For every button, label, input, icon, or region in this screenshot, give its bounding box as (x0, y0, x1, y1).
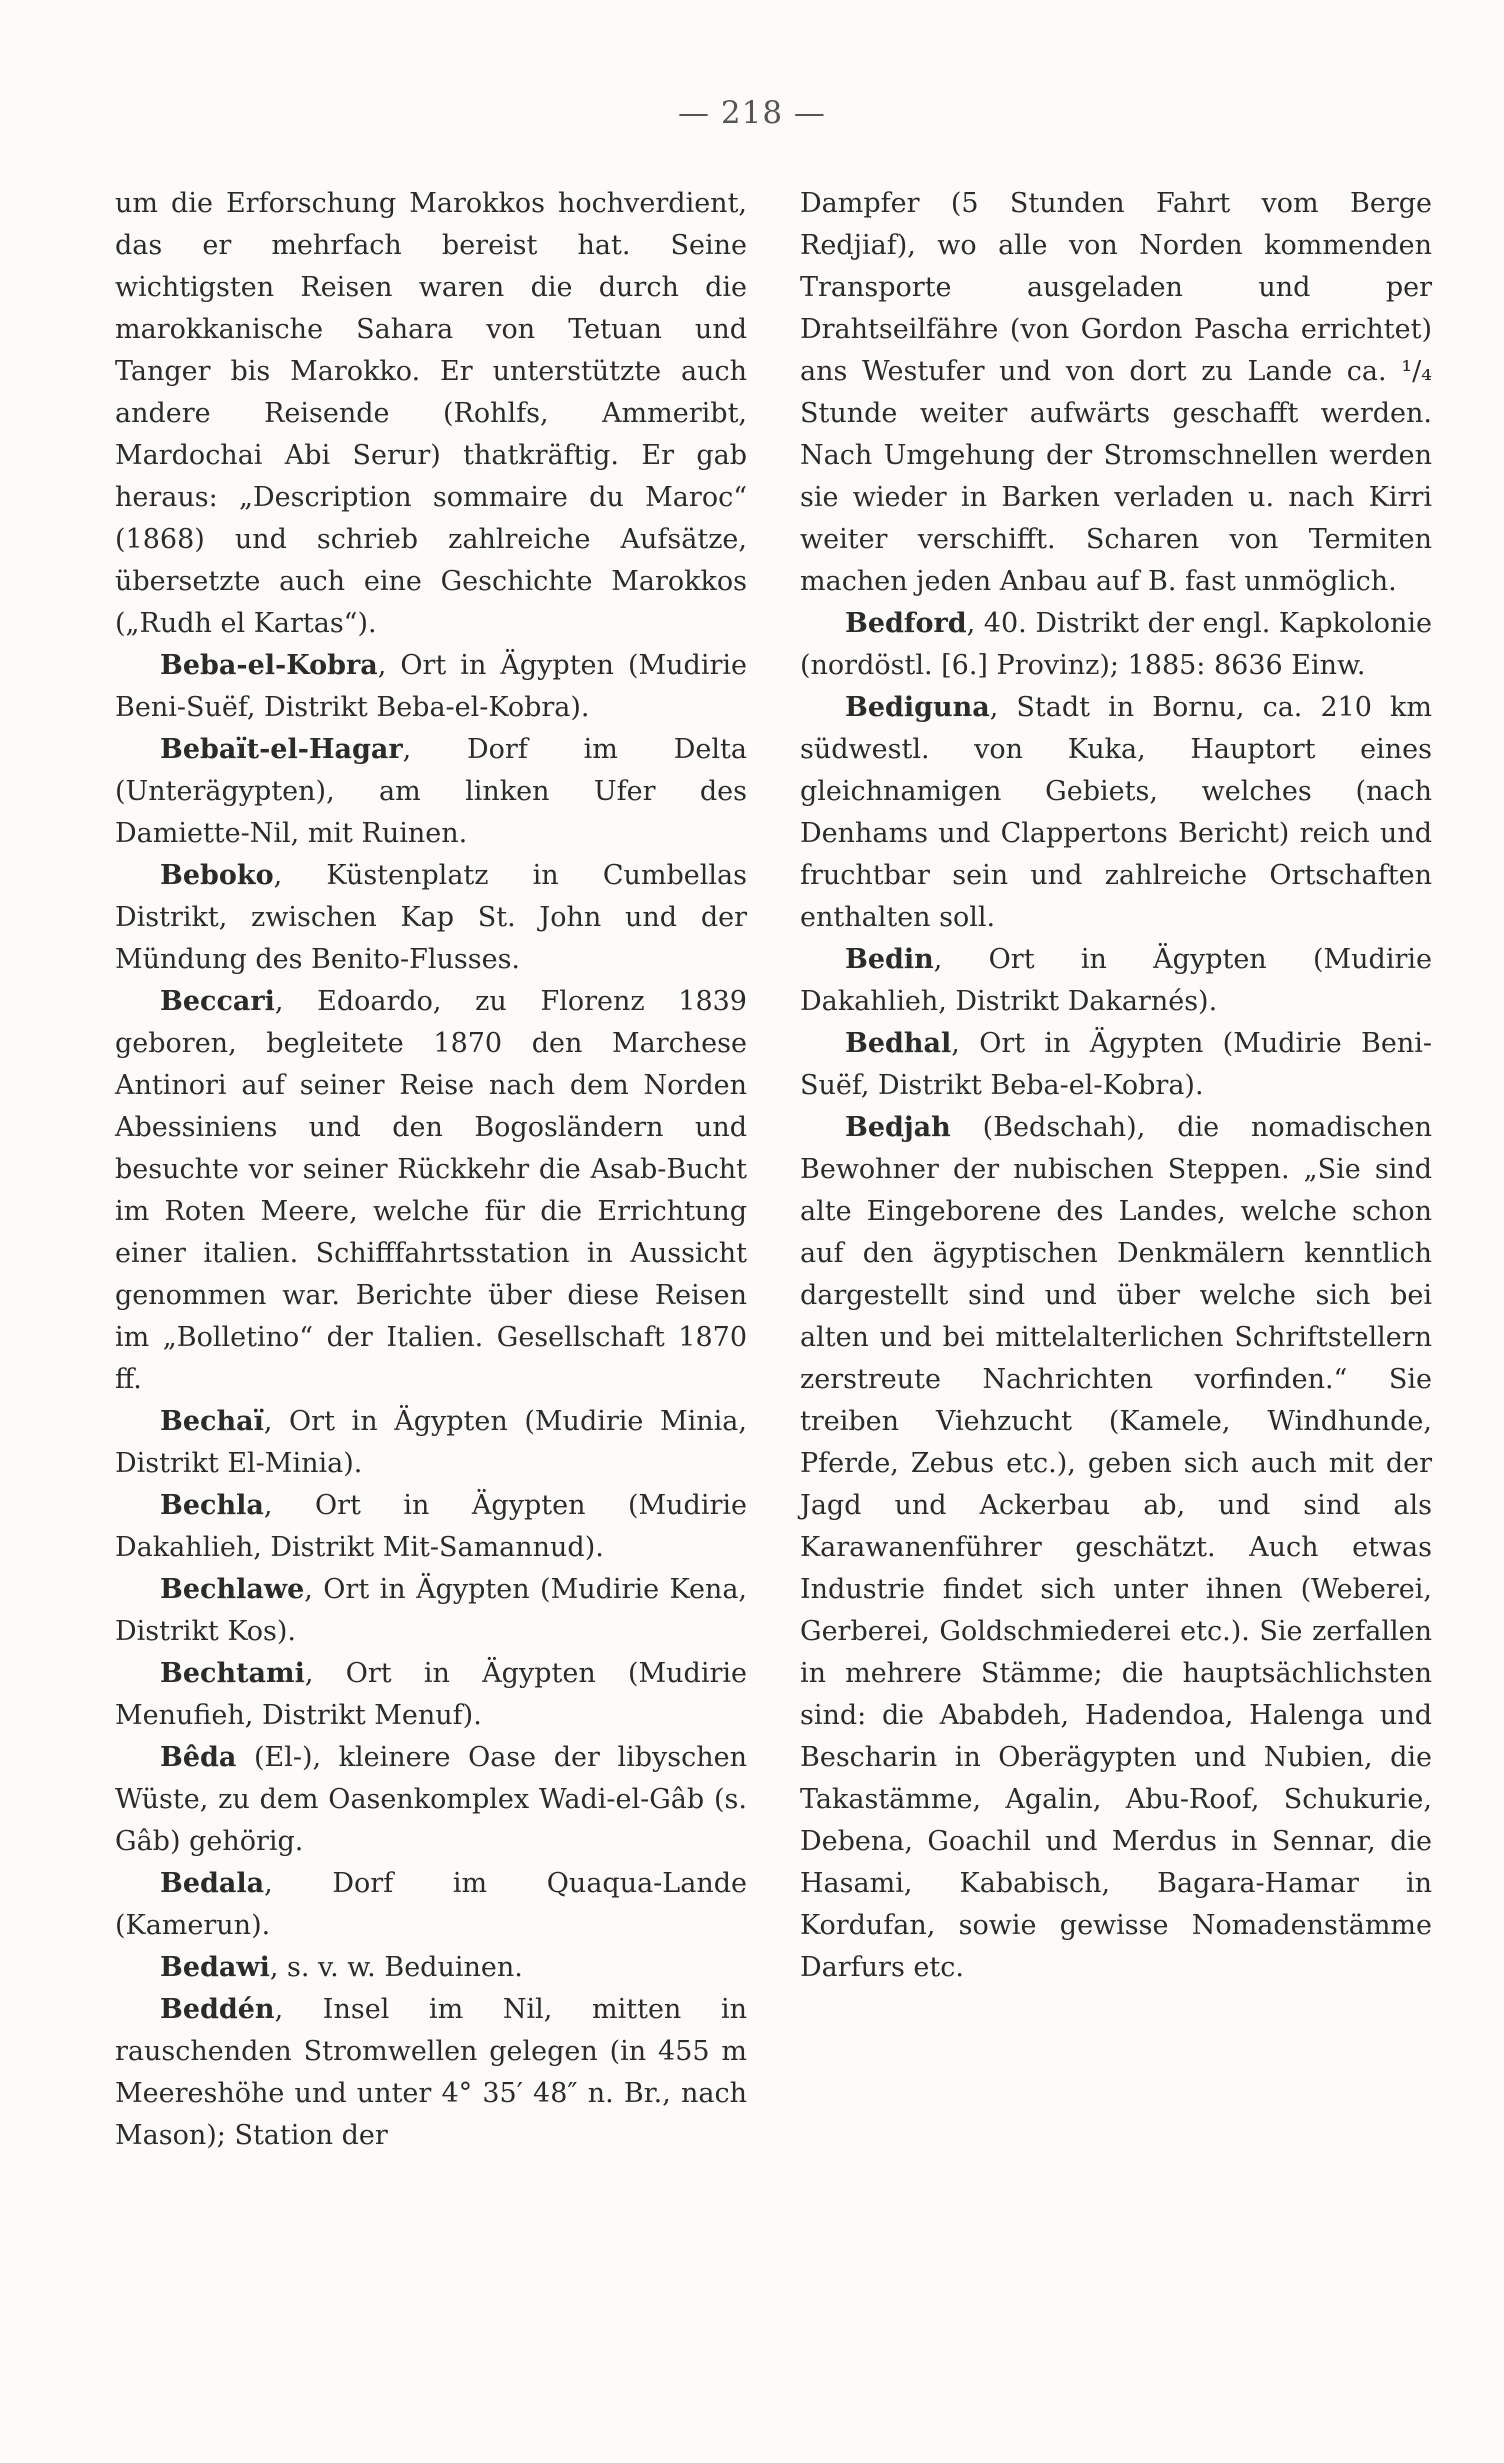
entry-beboko (115, 855, 747, 981)
entry-bechai (115, 1401, 747, 1485)
entry-headword: Beboko (160, 860, 274, 891)
entry-headword: Bechlawe (160, 1574, 305, 1605)
entry-text: , Ort in Ägypten (Mudirie Dakahlieh, Distrikt Mit-Samannud). (115, 1490, 747, 1563)
entry-text: , s. v. w. Beduinen. (269, 1952, 523, 1983)
entry-headword: Bechaï (160, 1406, 264, 1437)
entry-text: (Bedschah), die nomadischen Bewohner der nubischen Steppen. „Sie sind alte Eingeborene des Landes, welche schon auf den ägyptischen Denkmälern kenntlich dargestellt sind und über welche sich bei alten und bei mittelalterlichen Schriftstellern zerstreute Nachrichten vorfinden.“ Sie treiben Viehzucht (Kamele, Windhunde, Pferde, Zebus etc.), geben sich auch mit der Jagd und Ackerbau ab, und sind als Karawanenführer geschätzt. Auch etwas Industrie findet sich unter ihnen (Weberei, Gerberei, Goldschmiederei etc.). Sie zerfallen in mehrere Stämme; die hauptsächlichsten sind: die Ababdeh, Hadendoa, Halenga und Bescharin in Oberägypten und Nubien, die Takastämme, Agalin, Abu-Roof, Schukurie, Debena, Goachil und Merdus in Sennar, die Hasami, Kababisch, Bagara-Hamar in Kordufan, sowie gewisse Nomadenstämme Darfurs etc. (800, 1112, 1432, 1983)
entry-headword: Bedhal (845, 1028, 952, 1059)
entry-beda (115, 1737, 747, 1863)
entry-headword: Bedala (160, 1868, 265, 1899)
entry-headword: Bechtami (160, 1658, 305, 1689)
entry-headword: Bedin (845, 944, 934, 975)
entry-text: , Ort in Ägypten (Mudirie Dakahlieh, Distrikt Dakarnés). (800, 944, 1432, 1017)
entry-bebait-el-hagar (115, 729, 747, 855)
entry-text: , Ort in Ägypten (Mudirie Minia, Distrikt El-Minia). (115, 1406, 747, 1479)
entry-headword: Bebaït-el-Hagar (160, 734, 403, 765)
entry-text: , 40. Distrikt der engl. Kapkolonie (nordöstl. [6.] Provinz); 1885: 8636 Einw. (800, 608, 1432, 681)
entry-bedden (115, 1989, 747, 2157)
entry-text: , Dorf im Quaqua-Lande (Kamerun). (115, 1868, 747, 1941)
entry-continuation (800, 183, 1432, 603)
entry-text: , Ort in Ägypten (Mudirie Beni-Suëf, Distrikt Beba-el-Kobra). (115, 650, 747, 723)
left-column (115, 183, 747, 2157)
entry-text: , Dorf im Delta (Unterägypten), am linken Ufer des Damiette-Nil, mit Ruinen. (115, 734, 747, 849)
entry-text: , Küstenplatz in Cumbellas Distrikt, zwischen Kap St. John und der Mündung des Benito-Flusses. (115, 860, 747, 975)
page-number: — 218 — (678, 95, 826, 131)
entry-continuation (115, 183, 747, 645)
entry-headword: Bedawi (160, 1952, 270, 1983)
entry-beccari (115, 981, 747, 1401)
entry-text: (El-), kleinere Oase der libyschen Wüste, zu dem Oasenkomplex Wadi-el-Gâb (s. Gâb) gehörig. (115, 1742, 747, 1857)
entry-text: , Edoardo, zu Florenz 1839 geboren, begleitete 1870 den Marchese Antinori auf seiner Reise nach dem Norden Abessiniens und den Bogosländern und besuchte vor seiner Rückkehr die Asab-Bucht im Roten Meere, welche für die Errichtung einer italien. Schifffahrtsstation in Aussicht genommen war. Berichte über diese Reisen im „Bolletino“ der Italien. Gesellschaft 1870 ff. (115, 986, 747, 1395)
entry-headword: Bechla (160, 1490, 264, 1521)
entry-text: , Ort in Ägypten (Mudirie Beni-Suëf, Distrikt Beba-el-Kobra). (800, 1028, 1432, 1101)
entry-text: , Stadt in Bornu, ca. 210 km südwestl. von Kuka, Hauptort eines gleichnamigen Gebiets, welches (nach Denhams und Clappertons Bericht) reich und fruchtbar sein und zahlreiche Ortschaften enthalten soll. (800, 692, 1432, 933)
entry-bedhal (800, 1023, 1432, 1107)
entry-bechlawe (115, 1569, 747, 1653)
entry-bedawi (115, 1947, 747, 1989)
entry-headword: Bedford (845, 608, 967, 639)
entry-headword: Bêda (160, 1742, 237, 1773)
entry-beba-el-kobra (115, 645, 747, 729)
entry-headword: Beba-el-Kobra (160, 650, 378, 681)
entry-bedford (800, 603, 1432, 687)
entry-bedjah (800, 1107, 1432, 1989)
entry-text: Dampfer (5 Stunden Fahrt vom Berge Redjiaf), wo alle von Norden kommenden Transporte ausgeladen und per Drahtseilfähre (von Gordon Pascha errichtet) ans Westufer und von dort zu Lande ca. ¹/₄ Stunde weiter aufwärts geschafft werden. Nach Umgehung der Stromschnellen werden sie wieder in Barken verladen u. nach Kirri weiter verschifft. Scharen von Termiten machen jeden Anbau auf B. fast unmöglich. (800, 188, 1432, 597)
right-column (800, 183, 1432, 1989)
entry-text: , Ort in Ägypten (Mudirie Kena, Distrikt Kos). (115, 1574, 747, 1647)
entry-headword: Beccari (160, 986, 275, 1017)
entry-bedala (115, 1863, 747, 1947)
entry-text: , Ort in Ägypten (Mudirie Menufieh, Distrikt Menuf). (115, 1658, 747, 1731)
entry-headword: Bedjah (845, 1112, 951, 1143)
entry-text: um die Erforschung Marokkos hochverdient, das er mehrfach bereist hat. Seine wichtigsten Reisen waren die durch die marokkanische Sahara von Tetuan und Tanger bis Marokko. Er unterstützte auch andere Reisende (Rohlfs, Ammeribt, Mardochai Abi Serur) thatkräftig. Er gab heraus: „Description sommaire du Maroc“ (1868) und schrieb zahlreiche Aufsätze, übersetzte auch eine Geschichte Marokkos („Rudh el Kartas“). (115, 188, 747, 639)
entry-bedin (800, 939, 1432, 1023)
entry-bechla (115, 1485, 747, 1569)
entry-bechtami (115, 1653, 747, 1737)
entry-bediguna (800, 687, 1432, 939)
entry-text: , Insel im Nil, mitten in rauschenden Stromwellen gelegen (in 455 m Meereshöhe und unter 4° 35′ 48″ n. Br., nach Mason); Station der (115, 1994, 747, 2151)
entry-headword: Beddén (160, 1994, 275, 2025)
entry-headword: Bediguna (845, 692, 990, 723)
